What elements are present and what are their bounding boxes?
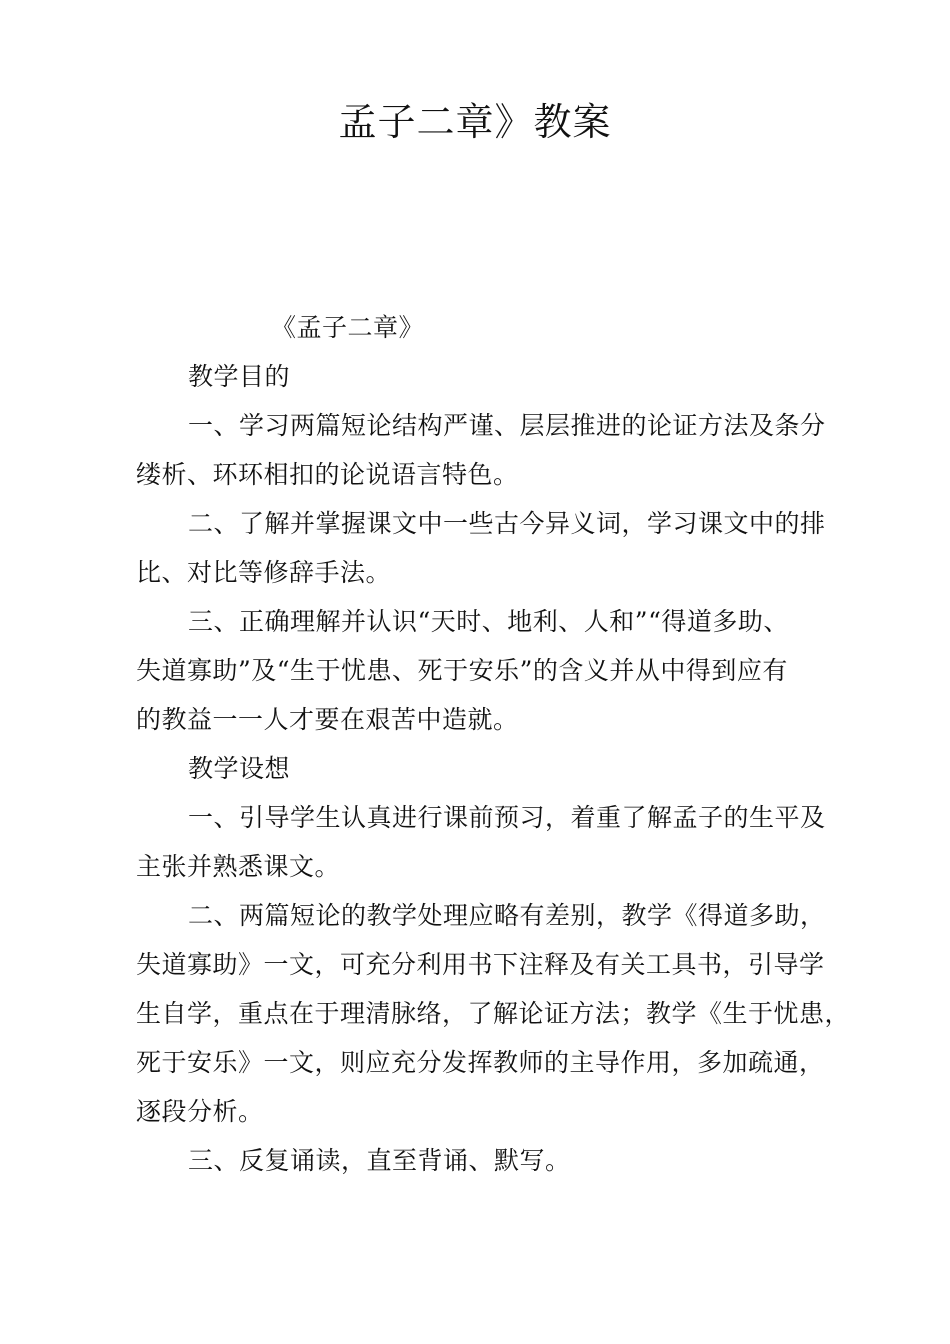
- objective-3-line-3: 的教益一一人才要在艰苦中造就。: [136, 705, 519, 734]
- design-2-line-3: 生自学，重点在于理清脉络，了解论证方法；教学《生于忧患，: [136, 999, 851, 1028]
- design-2-line-2: 失道寡助》一文，可充分利用书下注释及有关工具书，引导学: [136, 950, 825, 979]
- objective-1-line-2: 缕析、环环相扣的论说语言特色。: [136, 460, 519, 489]
- design-3-line-1: 三、反复诵读，直至背诵、默写。: [188, 1146, 571, 1175]
- objective-3-line-2: 失道寡助”及“生于忧患、死于安乐”的含义并从中得到应有: [136, 656, 788, 685]
- document-subtitle: 《孟子二章》: [271, 313, 425, 342]
- design-2-line-1: 二、两篇短论的教学处理应略有差别，教学《得道多助，: [188, 901, 826, 930]
- document-body: [136, 303, 851, 1185]
- document-title: 孟子二章》教案: [338, 100, 612, 144]
- design-2-line-4: 死于安乐》一文，则应充分发挥教师的主导作用，多加疏通，: [136, 1048, 825, 1077]
- design-1-line-2: 主张并熟悉课文。: [136, 852, 341, 881]
- objective-3-line-1: 三、正确理解并认识“天时、地利、人和”“得道多助、: [188, 607, 789, 636]
- objectives-heading: 教学目的: [188, 362, 291, 391]
- objective-2-line-2: 比、对比等修辞手法。: [136, 558, 392, 587]
- design-1-line-1: 一、引导学生认真进行课前预习，着重了解孟子的生平及: [188, 803, 826, 832]
- objective-2-line-1: 二、了解并掌握课文中一些古今异义词，学习课文中的排: [188, 509, 826, 538]
- design-heading: 教学设想: [188, 754, 291, 783]
- objective-1-line-1: 一、学习两篇短论结构严谨、层层推进的论证方法及条分: [188, 411, 826, 440]
- design-2-line-5: 逐段分析。: [136, 1097, 264, 1126]
